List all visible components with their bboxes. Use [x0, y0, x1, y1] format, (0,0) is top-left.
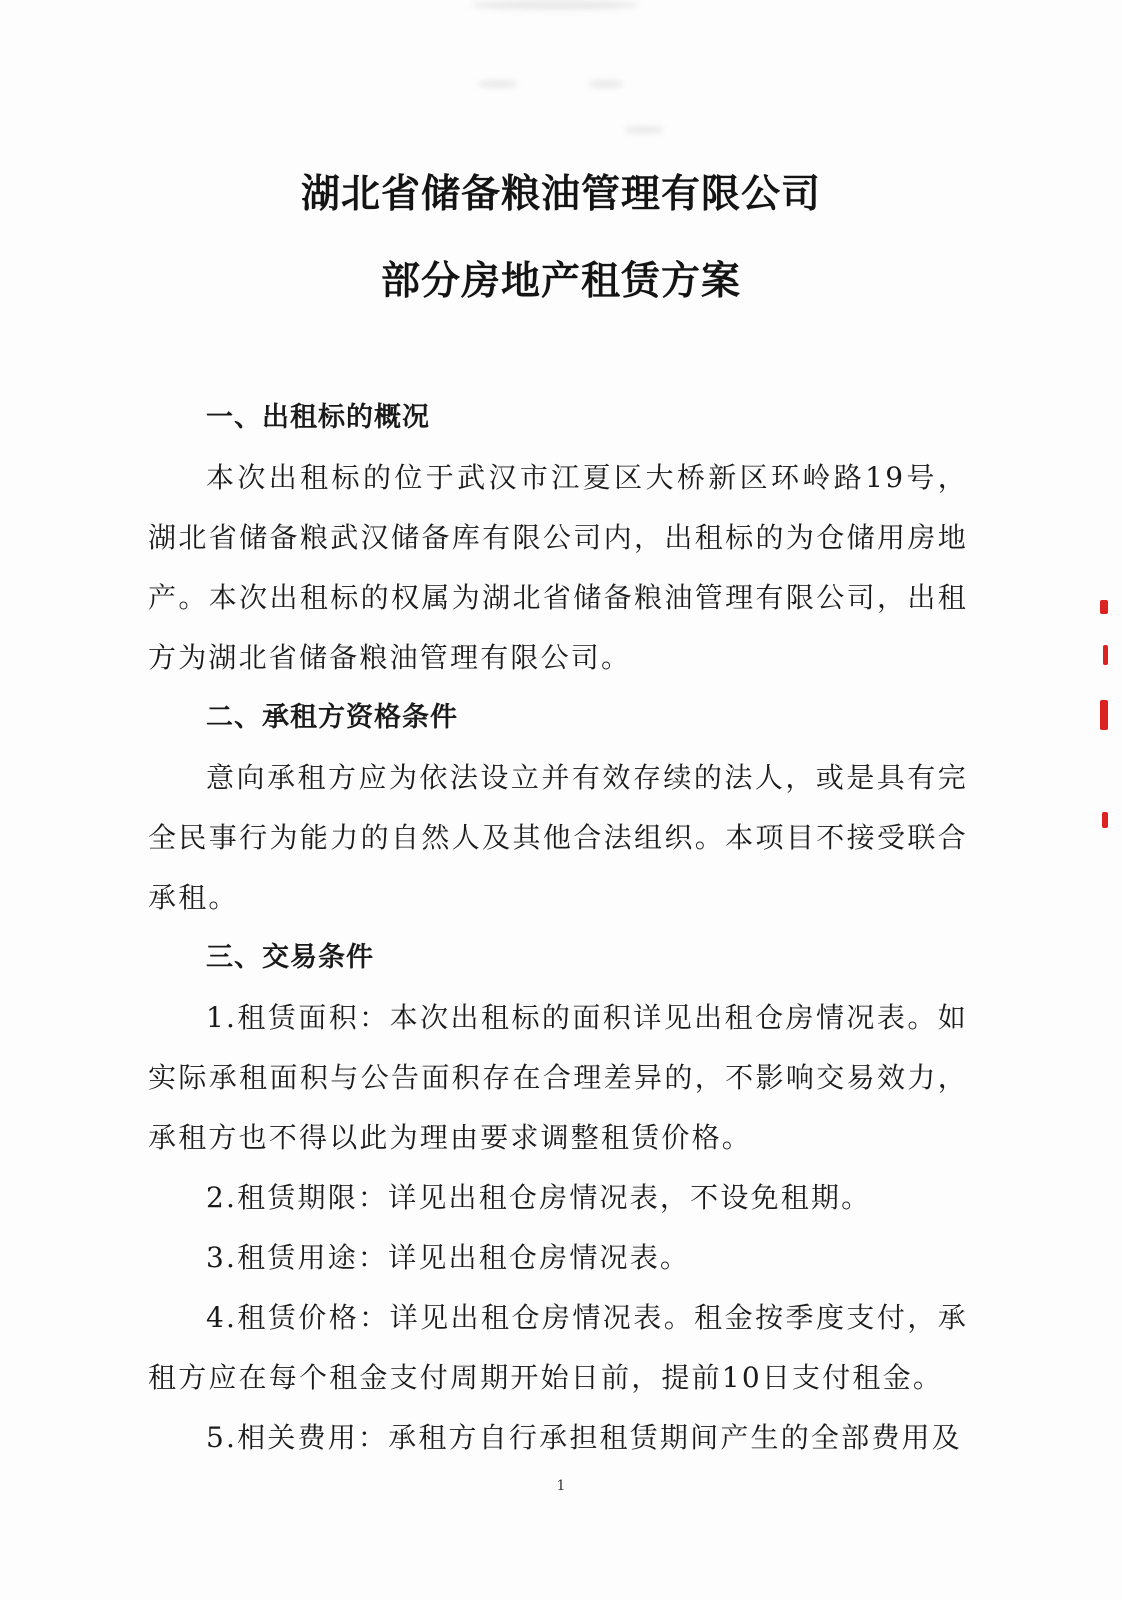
seal-edge-mark: [1103, 645, 1108, 665]
scan-smudge: [588, 80, 624, 88]
scan-smudge: [624, 126, 664, 134]
section-1-heading: 一、出租标的概况: [206, 402, 430, 433]
document-title-line1: 湖北省储备粮油管理有限公司: [300, 172, 821, 217]
seal-edge-mark: [1100, 700, 1108, 730]
section-2-heading: 二、承租方资格条件: [206, 702, 458, 733]
section-3-paragraph-4: 4.租赁价格：详见出租仓房情况表。租金按季度支付，承租方应在每个租金支付周期开始日前，提前10日支付租金。: [148, 1301, 968, 1394]
seal-edge-mark: [1100, 600, 1108, 614]
seal-edge-mark: [1102, 812, 1108, 828]
scan-smudge: [478, 80, 518, 88]
section-3-paragraph-3: 3.租赁用途：详见出租仓房情况表。: [206, 1241, 691, 1274]
section-3-heading: 三、交易条件: [206, 942, 374, 973]
section-1-paragraph-1: 本次出租标的位于武汉市江夏区大桥新区环岭路19号，湖北省储备粮武汉储备库有限公司内，出租标的为仓储用房地产。本次出租标的权属为湖北省储备粮油管理有限公司，出租方为湖北省储备粮油管理有限公司。: [148, 461, 968, 674]
scan-smudge: [470, 0, 640, 10]
document-title-line2: 部分房地产租赁方案: [380, 259, 741, 304]
page-number: 1: [556, 1478, 566, 1494]
section-2-paragraph-1: 意向承租方应为依法设立并有效存续的法人，或是具有完全民事行为能力的自然人及其他合法组织。本项目不接受联合承租。: [148, 761, 968, 914]
section-3-paragraph-5: 5.相关费用：承租方自行承担租赁期间产生的全部费用及: [206, 1421, 962, 1454]
section-3-paragraph-1: 1.租赁面积：本次出租标的面积详见出租仓房情况表。如实际承租面积与公告面积存在合理差异的，不影响交易效力，承租方也不得以此为理由要求调整租赁价格。: [148, 1001, 968, 1154]
document-body: [148, 388, 968, 1468]
section-3-paragraph-2: 2.租赁期限：详见出租仓房情况表，不设免租期。: [206, 1181, 872, 1214]
